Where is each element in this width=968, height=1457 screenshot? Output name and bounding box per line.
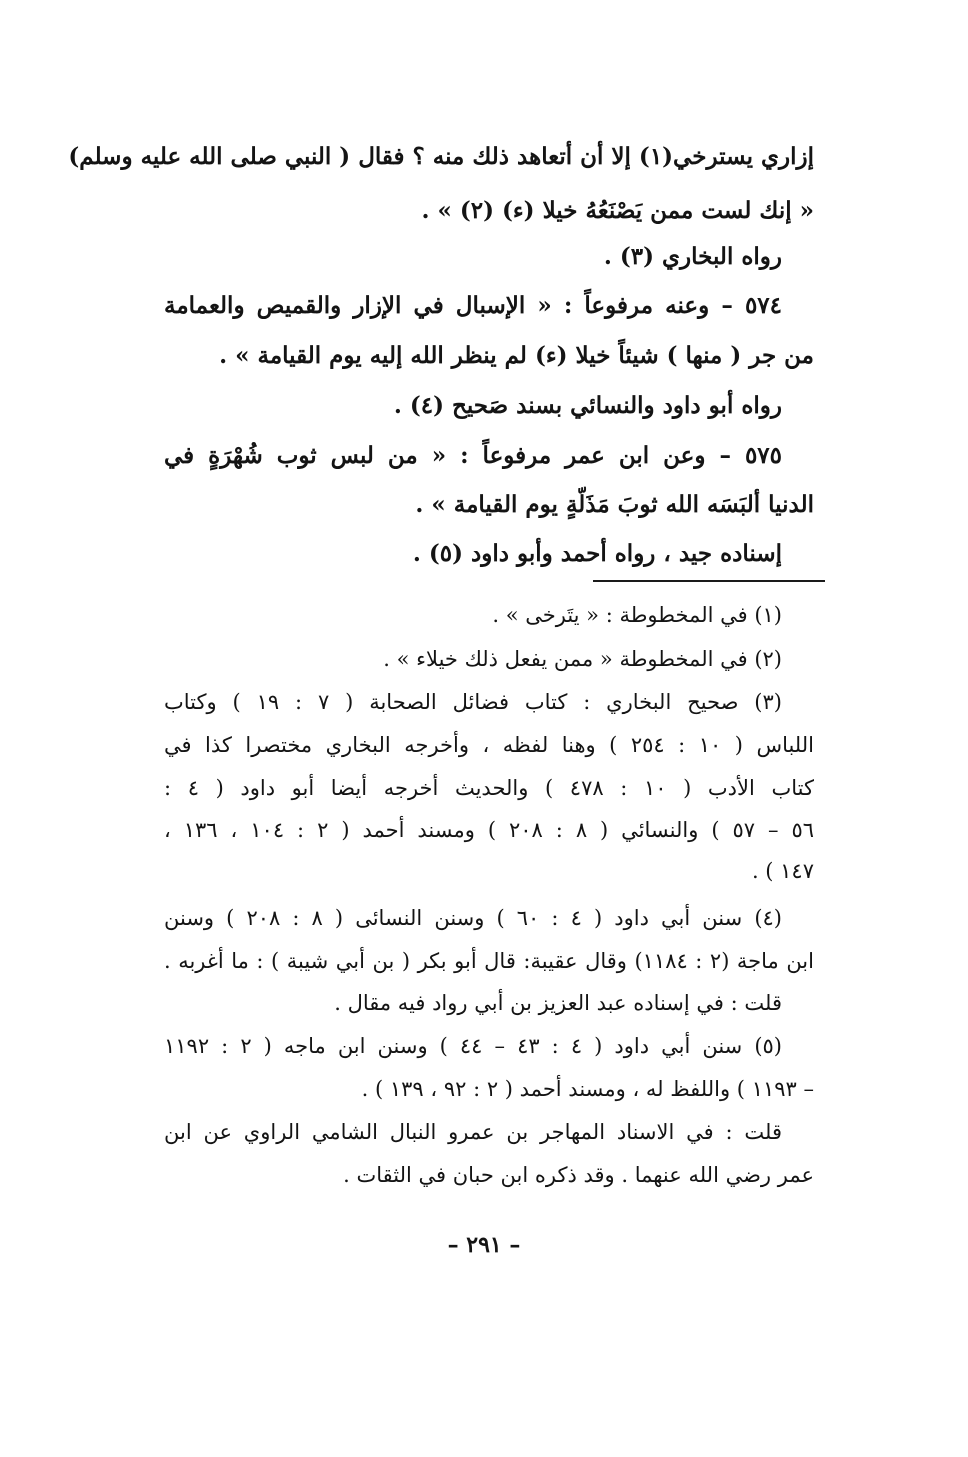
footnote-line: ٥٦ – ٥٧ ) والنسائي ( ٨ : ٢٠٨ ) ومسند أحمد ( ٢ : ١٠٤ ، ١٣٦ ، bbox=[164, 818, 815, 842]
main-text-line: إزاري يسترخي(١) إلا أن أتعاهد ذلك منه ؟ فقال ( النبي صلى الله عليه وسلم) bbox=[68, 143, 814, 170]
main-text-line: من جر ( منها ) شيئاً خيلا (ء) لم ينظر الله إليه يوم القيامة » . bbox=[219, 342, 814, 369]
footnote-line: (٣) صحيح البخاري : كتاب فضائل الصحابة ( ٧ : ١٩ ) وكتاب bbox=[164, 690, 782, 714]
main-text-line: « إنك لست ممن يَصْنَعُهُ خيلا (ء) (٢) » . bbox=[421, 197, 814, 224]
main-text-line: إسناده جيد ، رواه أحمد وأبو داود (٥) . bbox=[412, 540, 782, 567]
footnote-line: – ١١٩٣ ) واللفظ له ، ومسند أحمد ( ٢ : ٩٢ ، ١٣٩ ) . bbox=[361, 1077, 814, 1101]
footnote-line: قلت : في إسناده عبد العزيز بن أبي رواد فيه مقال . bbox=[334, 991, 782, 1015]
footnote-line: قلت : في الاسناد المهاجر بن عمرو النبال الشامي الراوي عن ابن bbox=[164, 1120, 782, 1144]
hadith-574-start: ٥٧٤ – وعنه مرفوعاً : « الإسبال في الإزار والقميص والعمامة bbox=[164, 292, 782, 319]
main-text-line: الدنيا ألبَسَه الله ثوبَ مَذَلّةٍ يوم القيامة » . bbox=[415, 491, 814, 518]
footnote-line: (٢) في المخطوطة « ممن يفعل ذلك خيلاء » . bbox=[383, 647, 782, 671]
page-number: – ٢٩١ – bbox=[447, 1232, 521, 1258]
hadith-575-start: ٥٧٥ – وعن ابن عمر مرفوعاً : « من لبس ثوب شُهْرَةٍ في bbox=[164, 442, 782, 469]
main-text-line: رواه أبو داود والنسائي بسند صَحيح (٤) . bbox=[393, 392, 782, 419]
footnote-line: ١٤٧ ) . bbox=[751, 859, 814, 883]
main-text-line: رواه البخاري (٣) . bbox=[603, 243, 782, 270]
footnote-line: (١) في المخطوطة : « يتَرخى » . bbox=[492, 603, 782, 627]
footnote-line: (٤) سنن أبي داود ( ٤ : ٦٠ ) وسنن النسائى ( ٨ : ٢٠٨ ) وسنن bbox=[164, 906, 782, 930]
footnote-separator bbox=[593, 580, 825, 582]
footnote-line: (٥) سنن أبي داود ( ٤ : ٤٣ – ٤٤ ) وسنن ابن ماجه ( ٢ : ١١٩٢ bbox=[164, 1034, 782, 1058]
footnote-line: ابن ماجة (٢ : ١١٨٤) وقال عقيبة: قال أبو بكر ( بن أبي شيبة ) : ما أغربه . bbox=[164, 949, 814, 973]
footnote-line: اللباس ( ١٠ : ٢٥٤ ) وهنا لفظه ، وأخرجه البخاري مختصرا كذا في bbox=[164, 733, 814, 757]
footnote-line: عمر رضي الله عنهما . وقد ذكره ابن حبان في الثقات . bbox=[343, 1163, 814, 1187]
footnote-line: كتاب الأدب ( ١٠ : ٤٧٨ ) والحديث أخرجه أيضا أبو داود ( ٤ : bbox=[164, 776, 814, 800]
